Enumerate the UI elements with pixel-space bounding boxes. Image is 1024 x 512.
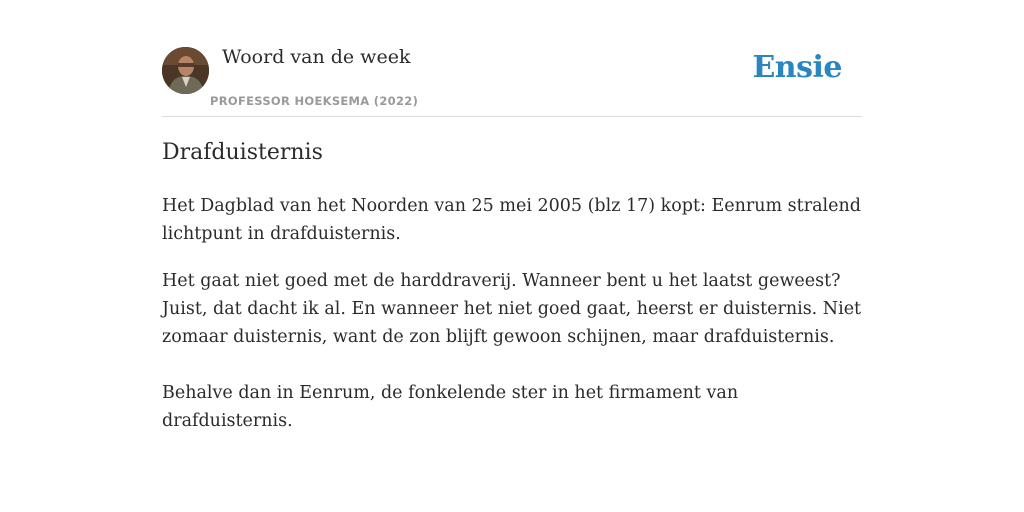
post-card: [162, 0, 862, 431]
post-paragraph: Het gaat niet goed met de harddraverij. Wanneer bent u het laatst geweest? Juist, dat dacht ik al. En wanneer het niet goed gaat, heerst er duisternis. Niet zomaar duisternis, want de zon blijft gewoon schijnen, maar drafduisternis.: [162, 271, 862, 347]
post-paragraph: Behalve dan in Eenrum, de fonkelende ster in het firmament van drafduisternis.: [162, 383, 739, 431]
post-header: [162, 0, 862, 117]
author-name[interactable]: PROFESSOR HOEKSEMA (2022): [210, 94, 419, 108]
author-avatar[interactable]: [162, 47, 209, 94]
post-title: Drafduisternis: [162, 140, 323, 165]
ensie-logo[interactable]: Ensie: [752, 50, 842, 85]
post-paragraph: Het Dagblad van het Noorden van 25 mei 2005 (blz 17) kopt: Eenrum stralend lichtpunt in drafduisternis.: [162, 196, 861, 244]
blog-title-link[interactable]: Woord van de week: [222, 46, 411, 68]
post-body: [162, 192, 862, 454]
